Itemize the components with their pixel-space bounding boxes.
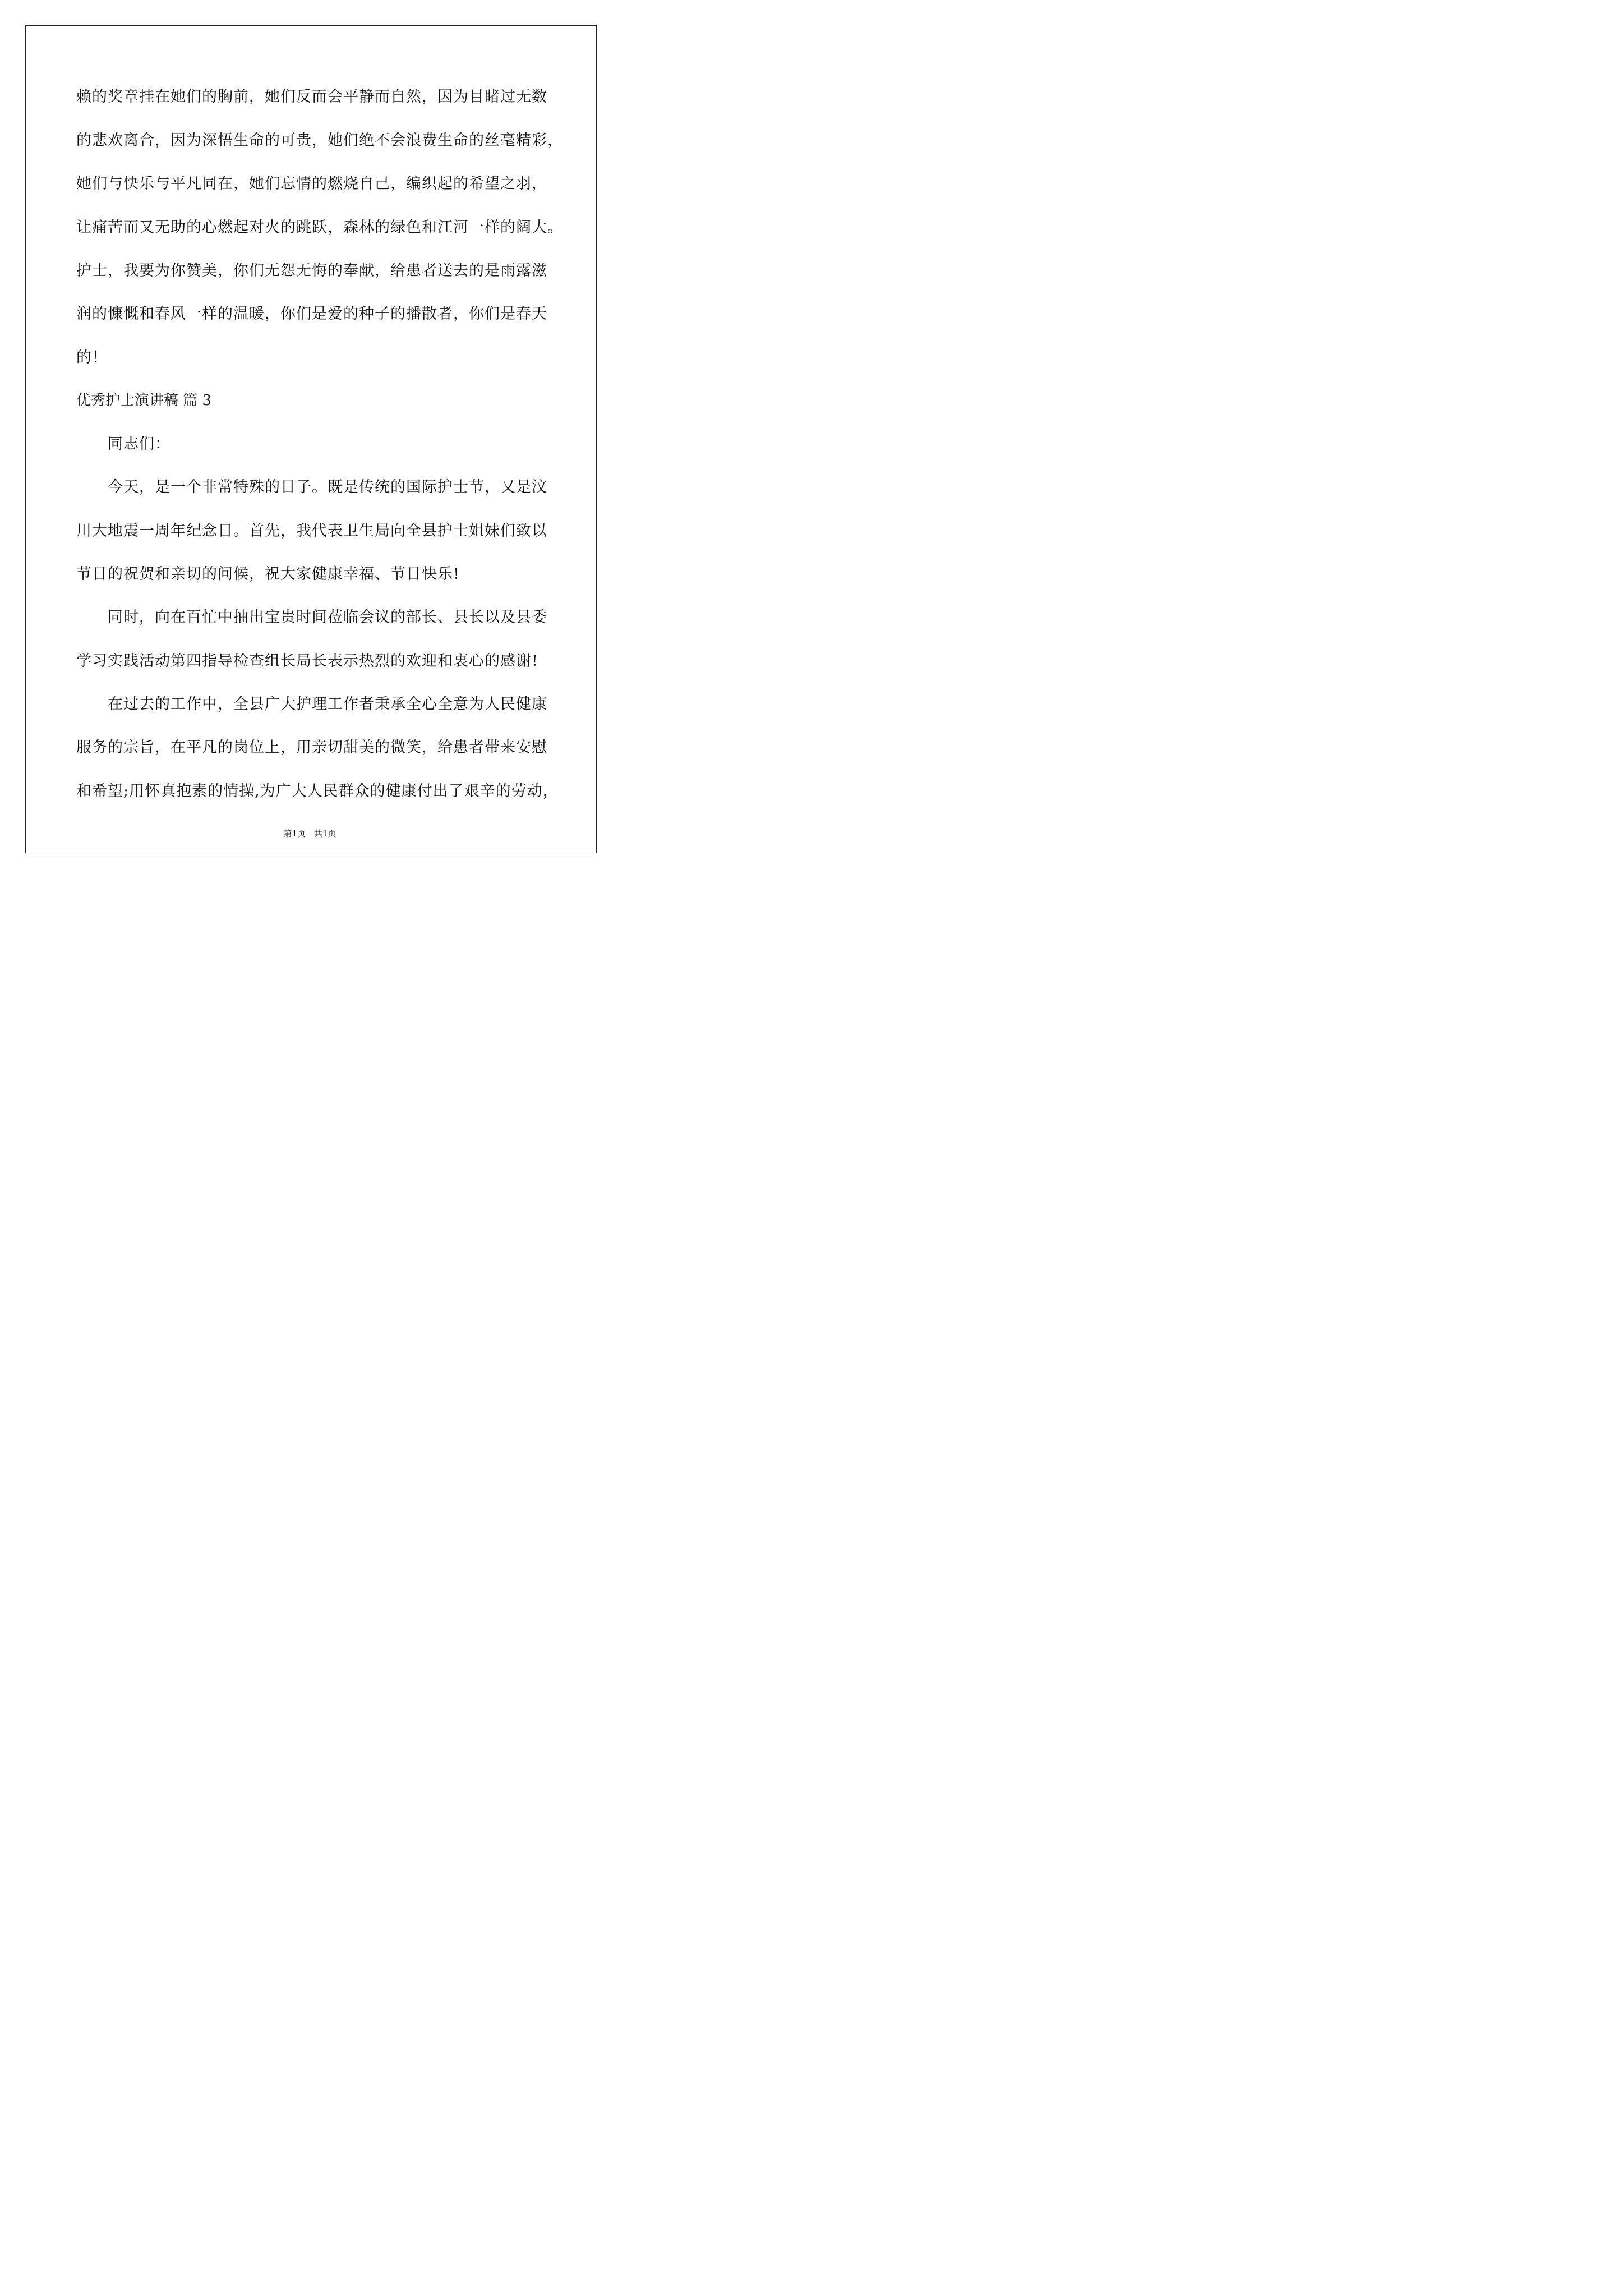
text-line: 的悲欢离合，因为深悟生命的可贵，她们绝不会浪费生命的丝毫精彩， [76,132,563,149]
text-line: 润的慷慨和春风一样的温暖，你们是爱的种子的播散者，你们是春天 [76,305,547,323]
text-line: 在过去的工作中，全县广大护理工作者秉承全心全意为人民健康 [108,696,547,713]
section-heading: 优秀护士演讲稿 篇 3 [76,392,212,409]
text-line: 赖的奖章挂在她们的胸前，她们反而会平静而自然，因为目睹过无数 [76,88,547,105]
page-footer: 第1页 共1页 [283,829,336,839]
text-line: 她们与快乐与平凡同在，她们忘情的燃烧自己，编织起的希望之羽， [76,175,547,192]
salutation: 同志们： [108,435,170,453]
text-line: 护士，我要为你赞美，你们无怨无悔的奉献，给患者送去的是雨露滋 [76,262,547,279]
text-line: 的！ [76,349,108,366]
text-line: 同时，向在百忙中抽出宝贵时间莅临会议的部长、县长以及县委 [108,609,547,626]
text-line: 川大地震一周年纪念日。首先，我代表卫生局向全县护士姐妹们致以 [76,522,547,540]
text-line: 学习实践活动第四指导检查组长局长表示热烈的欢迎和衷心的感谢! [76,652,538,670]
text-line: 和希望;用怀真抱素的情操,为广大人民群众的健康付出了艰辛的劳动， [76,783,559,800]
text-line: 节日的祝贺和亲切的问候，祝大家健康幸福、节日快乐! [76,565,460,583]
text-line: 服务的宗旨，在平凡的岗位上，用亲切甜美的微笑，给患者带来安慰 [76,739,547,756]
text-line: 今天，是一个非常特殊的日子。既是传统的国际护士节，又是汶 [108,478,547,496]
text-line: 让痛苦而又无助的心燃起对火的跳跃，森林的绿色和江河一样的阔大。 [76,219,563,236]
